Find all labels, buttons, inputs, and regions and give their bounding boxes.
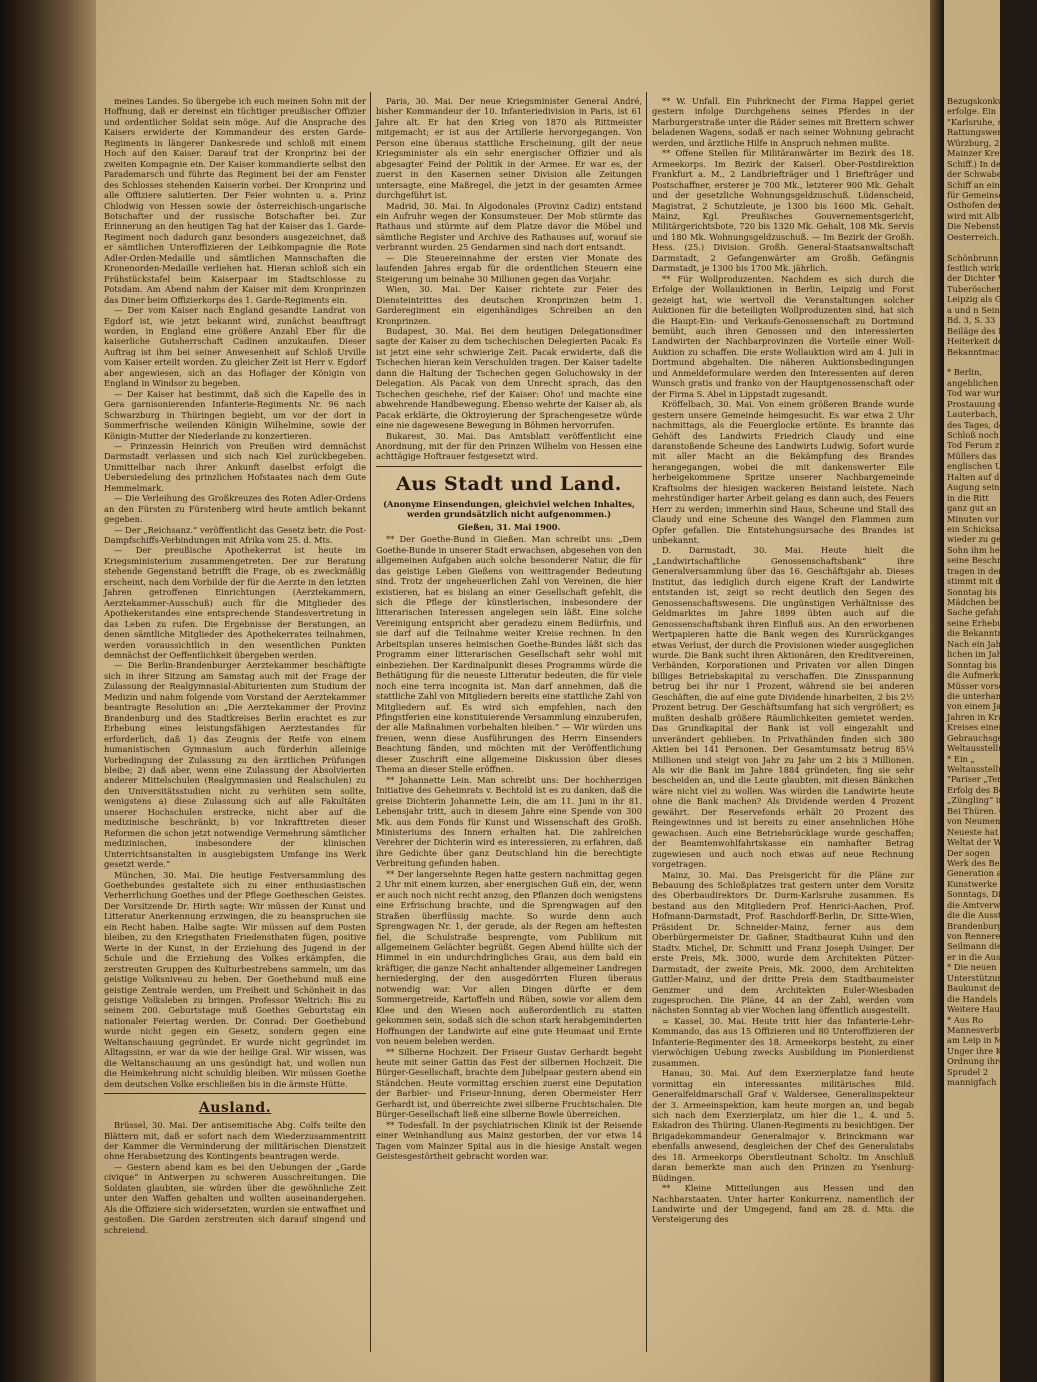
adjacent-page-line: * Die neuen	[947, 962, 997, 973]
article-paragraph: Paris, 30. Mai. Der neue Kriegsminister General André, bisher Kommandeur der 10. Infanteriedivision in Paris, ist 61 Jahre alt. Er hat den Krieg von 1870 als Rittmeister mitgemacht; er ist aus der Artillerie hervorgegangen. Von Person eine überaus stattliche Erscheinung, gilt der neue Kriegsminister als ein sehr energischer Offizier und als abgesagter Feind der Politik in der Armee. Er war es, der zuerst in den Kasernen seiner Division alle Zeitungen untersagte, eine Maßregel, die jetzt in der gesamten Armee durchgeführt ist.	[376, 96, 642, 201]
article-paragraph: — Der vom Kaiser nach England gesandte Landrat von Egdorf ist, wie jetzt bekannt wird, zunächst beauftragt worden, in England eine größere Anzahl Eber für die kaiserliche Gutsherrschaft Cadinen anzukaufen. Dieser Auftrag ist ihm bei seiner Anwesenheit auf Schloß Urville vom Kaiser erteilt worden. Zu gleicher Zeit ist Herr v. Egdorf aber angewiesen, sich an das Hoflager der Königin von England in Windsor zu begeben.	[104, 305, 366, 389]
article-paragraph: München, 30. Mai. Die heutige Festversammlung des Goethebundes gestaltete sich zu einer enthusiastischen Verherrlichung Goethes und der Pflege Goetheschen Geistes. Der Vorsitzende Dr. Hirth sagte: Wir müssen der Kunst und Litteratur Anerkennung erzwingen, die zu beanspruchen sie ein Recht haben. Halbe sagte: Wir müssen auf dem Posten bleiben, zu den Kriegsthaten Friedensthaten fügen, positive Werte in der Kunst, in der Erziehung des Jugend in der Schule und die Erziehung des Volkes erkämpfen, die zerstreuten Gruppen des Kulturbestrebens sammeln, um das geistige Volksniveau zu heben. Der Goethebund muß eine geistige Zentrale werden, um Freiheit und Schönheit in das geistige Volksleben zu bringen. Professor Weltrich: Bis zu seinem 200. Geburtstage muß Goethes Geburtstag ein nationaler Feiertag werden. Dr. Conrad: Der Goethebund wurde nicht gegen ein Gesetz, sondern gegen eine Weltanschauung gegründet. Er wurde nicht gegründet im Alltagssinn, er war da wie der heilige Gral. Wir wissen, was die Weltanschauung an uns gesündigt hat, und wollen nun die Heimkehrung nicht schuldig bleiben. Wir müssen Goethe dem deutschen Volke erschließen bis in die ärmste Hütte.	[104, 869, 366, 1089]
adjacent-page-line: der Schwabenw	[947, 169, 1015, 180]
adjacent-page-line: Lauterbach, der	[947, 409, 1015, 420]
adjacent-page-line: die Amtverwan	[947, 899, 1011, 910]
article-paragraph: ** Johannette Lein. Man schreibt uns: Der hochherzigen Initiative des Geheimrats v. Bechtold ist es zu danken, daß die greise Dichterin Johannette Lein, die am 11. Juni in ihr 81. Lebensjahr tritt, auch in diesem Jahre eine Spende von 300 Mk. aus dem Fonds für Kunst und Wissenschaft des Großh. Ministeriums des Innern erhalten hat. Die zahlreichen Verehrer der Dichterin wird es interessieren, zu erfahren, daß ihre Gedichte über ganz Deutschland hin die berechtigte Verbreitung gefunden haben.	[376, 774, 642, 869]
adjacent-page-line: von Neumen	[947, 816, 1001, 827]
adjacent-page-line: Schiff.) In der	[947, 158, 1005, 169]
adjacent-page-line: Mainzer Kreml	[947, 148, 1010, 159]
adjacent-page-line: Prostauung der	[947, 398, 1013, 409]
adjacent-page-line: Oesterreich.	[947, 231, 1000, 242]
adjacent-page-line: die unterhandelt	[947, 690, 1018, 701]
adjacent-page-line: Bezugskonkurrenz	[947, 96, 1026, 106]
adjacent-page-line: Unterstützung	[947, 972, 1009, 983]
article-paragraph: meines Landes. So übergebe ich euch meinen Sohn mit der Hoffnung, daß er dereinst ein tüchtiger preußischer Offizier und ordentlicher Soldat sein möge. Auf die Ansprache des Kaisers erwiderte der Kommandeur des ersten Garde-Regiments in längerer Dankesrede und schloß mit einem Hoch auf den Kaiser. Darauf trat der Kronprinz bei der zweiten Kompagnie ein. Der Kaiser kommandierte selbst den Parademarsch und führte das Regiment bei der am Fenster des Schlosses stehenden Kaiserin vorbei. Der Kronprinz und alle Offiziere salutierten. Der Feier wohnten u. a. Prinz Chlodwig von Hessen sowie der österreichisch-ungarische Botschafter und der russische Botschafter bei. Zur Erinnerung an den heutigen Tag hat der Kaiser das 1. Garde-Regiment noch dadurch ganz besonders ausgezeichnet, daß er sämtlichen Unteroffizieren der Leibkompagnie die Rote Adler-Orden-Medaille und sämtlichen Mannschaften die Kronenorden-Medaille verliehen hat. Hieran schloß sich ein Frühstückstafel beim Kaiserpaar im Stadtschlosse zu Potsdam. Am Abend nahm der Kaiser mit dem Kronprinzen das Diner beim Offizierkorps des 1. Garde-Regiments ein.	[104, 96, 366, 305]
adjacent-page-line: Generation als	[947, 868, 1009, 879]
adjacent-page-line: festlich wirkend	[947, 263, 1015, 273]
adjacent-page-line: Bd. 3, S. 33	[947, 315, 996, 326]
adjacent-page-line: die Aufmerksam	[947, 670, 1016, 681]
article-paragraph: Bukarest, 30. Mai. Das Amtsblatt veröffentlicht eine Anordnung, mit der für den Prinzen Wilhelm von Hessen eine achttägige Hoftrauer festgesetzt wird.	[376, 430, 642, 462]
adjacent-page-line: Sache gefahrt	[947, 607, 1007, 618]
adjacent-page-line	[947, 357, 1037, 367]
adjacent-page-line: von Rennerei s	[947, 931, 1010, 941]
adjacent-page-line: Unger ihre Kos	[947, 1045, 1011, 1056]
adjacent-page-line: tragen in der	[947, 565, 1003, 576]
adjacent-page-line: Würzburg, 28. M	[947, 137, 1019, 148]
column-rule	[370, 92, 371, 1352]
adjacent-page-line: lichen im Jahr	[947, 649, 1006, 660]
adjacent-page-line: Jahren in Kraft	[947, 711, 1010, 722]
article-paragraph: ** Für Wollproduzenten. Nachdem es sich durch die Erfolge der Wollauktionen in Berlin, Leipzig und Forst gezeigt hat, wie wertvoll die Veranstaltungen solcher Auktionen für die beteiligten Wollproduzenten sind, hat sich die Haupt-Ein- und Verkaufs-Genossenschaft zu Dortmund bemüht, auch ihren Genossen und den interessierten Landwirten der Nachbarprovinzen die Vorteile einer Woll-Auktion zu schaffen. Die erste Wollauktion wird am 4. Juli in Dortmund abgehalten. Die näheren Auktionsbedingungen und Anmeldeformulare werden den Interessenten auf deren Wunsch gratis und franko von der Hauptgenossenschaft oder der Firma S. Abel in Lippstadt zugesandt.	[652, 273, 914, 399]
section-title-stadt-und-land: Aus Stadt und Land.	[396, 472, 622, 495]
article-paragraph: Mainz, 30. Mai. Das Preisgericht für die Pläne zur Bebauung des Schloßplatzes trat gestern unter dem Vorsitz des Oberbaudirektors Dr. Durm-Karlsruhe zusammen. Es bestand aus den Mitgliedern Prof. Henrici-Aachen, Prof. Hofmann-Darmstadt, Prof. Raschdorff-Berlin, Dr. Sitte-Wien, Präsident Dr. Schneider-Mainz, ferner aus dem Oberbürgermeister Dr. Gaßner, Stadtbaurat Kuhn und den Stadtv. Michel, Dr. Schmitt und Franz Joseph Usinger. Der erste Preis, Mk. 3000, wurde dem Architekten Pützer-Darmstadt, der zweite Preis, Mk. 2000, dem Architekten Guttler-Mainz, und der dritte Preis dem Stadtbaumeister Genzmer und dem Architekten Euler-Wiesbaden zugesprochen. Die Pläne, 44 an der Zahl, werden vom nächsten Sonntag ab vier Wochen lang öffentlich ausgestellt.	[652, 869, 914, 1016]
adjacent-page-line: Seilmann die	[947, 941, 1002, 952]
adjacent-page-line: des Tages, der	[947, 419, 1008, 430]
article-paragraph: ** Todesfall. In der psychiatrischen Klinik ist der Reisende einer Weinhandlung aus Mainz gestorben, der vor etwa 14 Tagen vom Mainzer Spital aus in die hiesige Anstalt wegen Geistesgestörtheit gebracht worden war.	[376, 1119, 642, 1162]
adjacent-page-line: Sohn ihm her	[947, 544, 1004, 555]
adjacent-page-line: Ordnung ihren B	[947, 1056, 1019, 1067]
column-1	[104, 96, 366, 1352]
adjacent-page-line: in die Ritt	[947, 492, 989, 503]
article-paragraph: Brüssel, 30. Mai. Der antisemitische Abg. Colfs teilte den Blättern mit, daß er sofort nach dem Wiederzusammentritt der Kammer die Verminderung der militärischen Dienstzeit ohne Herabsetzung des Kontingents beantragen werde.	[104, 1120, 366, 1162]
section-title-ausland: Ausland.	[198, 1100, 272, 1117]
adjacent-page-line: * Berlin,	[947, 367, 983, 378]
adjacent-page-line: wieder zu gebe	[947, 534, 1012, 545]
adjacent-page-column	[947, 96, 1037, 1088]
adjacent-page-line: Schiff an einen	[947, 179, 1010, 190]
adjacent-page-line: Nach ein Jahr	[947, 638, 1005, 649]
adjacent-page-line: Minuten vor	[947, 513, 999, 524]
adjacent-page-line: die die Ausstell	[947, 910, 1012, 921]
adjacent-page-line: Mannesverbrau	[947, 1024, 1014, 1035]
adjacent-page-line: Tuberöschen, M	[947, 283, 1016, 294]
adjacent-page-line: Tod war wurde	[947, 388, 1011, 399]
article-paragraph: ** Der langersehnte Regen hatte gestern nachmittag gegen 2 Uhr mit einem kurzen, aber energischen Guß ein, der, wenn er auch noch nicht recht anzog, den Pflanzen doch wenigstens eine Erfrischung brachte, und die Sprengwagen auf den Straßen überflüssig machte. So wurde denn auch Sprengwagen Nr. 1, der gerade, als der Regen am heftesten fiel, die Schulstraße besprengte, vom Publikum mit allgemeinem Gelächter begrüßt. Gegen Abend hüllte sich der Himmel in ein undurchdringliches Grau, aus dem bald ein kräftiger, die ganze Nacht anhaltender allgemeiner Landregen herniederging, der den ausgedörrten Fluren überaus notwendig war. Vor allen Dingen dürfte er dem Sommergetreide, Kartoffeln und Rüben, sowie vor allem dem Klee und den Wiesen noch außerordentlich zu statten gekommen sein, sodaß sich die schon stark herabgeminderten Hoffnungen der Landwirte auf eine gute Heumaat und Ernte von neuem beleben werden.	[376, 868, 642, 1047]
adjacent-page-line: erfolge. Ein	[947, 106, 997, 117]
article-paragraph: ** Silberne Hochzeit. Der Friseur Gustav Gerhardt begeht heute mit seiner Gattin das Fest der silbernen Hochzeit. Die Bürger-Gesellschaft, brachte dem Jubelpaar gestern abend ein Ständchen. Heute vormittag erschien zuerst eine Deputation der Barbier- und Friseur-Innung, deren Obermeister Herr Gerhardt ist, und überreichte zwei silberne Fruchtschalen. Die Bürger-Gesellschaft ließ eine silberne Bowle überreichen.	[376, 1046, 642, 1120]
adjacent-page-line: Kunstwerke Ausg	[947, 878, 1021, 889]
adjacent-page-line: * Aus Ro	[947, 1014, 984, 1025]
article-paragraph: ** Der Goethe-Bund in Gießen. Man schreibt uns: „Dem Goethe-Bunde in unserer Stadt erwachsen, abgesehen von den allgemeinen Aufgaben auch solche besonderer Natur, die für das geistige Leben Gießens von weittragender Bedeutung sind. Trotz der ungeheuerlichen Zahl von Vereinen, die hier existieren, hat es bislang an einer Gesellschaft gefehlt, die sich die Pflege der künstlerischen, insbesondere der litterarischen Interessen angelegen sein läßt. Eine solche Vereinigung entspricht aber geradezu einem Bedürfnis, und sie darf auf die Teilnahme weiter Kreise rechnen. In den Arbeitsplan unseres heimischen Goethe-Bundes läßt sich das Programm einer litterarischen Gesellschaft sehr wohl mit einbeziehen. Der Kardinalpunkt dieses Programms würde die Bethätigung für die neueste Litteratur bedeuten, die für viele noch eine terra incognita ist. Man darf annehmen, daß die stattliche Zahl von Mitgliedern bereits eine stattliche Zahl von Mitgliedern auf. Es wird sich empfehlen, nach den Pfingstferien eine konstituierende Versammlung einzuberufen, der alle Maßnahmen vorbehalten bleiben.“ — Wir würden uns freuen, wenn diese Ausführungen des Herrn Einsenders Beachtung fänden, und möchten mit der Veröffentlichung dieser Zuschrift eine allgemeine Diskussion über dieses Thema an dieser Stelle eröffnen.	[376, 534, 642, 775]
adjacent-page-line: er in die Aus	[947, 951, 1001, 962]
adjacent-page-line	[947, 242, 1037, 252]
adjacent-page-line: für Gemeinschaft	[947, 189, 1020, 200]
dateline: Gießen, 31. Mai 1900.	[457, 521, 561, 532]
adjacent-page-line: Rattungswerke	[947, 127, 1012, 138]
section-rule	[376, 466, 642, 467]
adjacent-page-line: Bei Thüren. 6	[947, 805, 1005, 816]
adjacent-page-line: Schönbrunn	[947, 252, 999, 263]
article-paragraph: = Kassel, 30. Mai. Heute tritt hier das Infanterie-Lehr-Kommando, das aus 15 Offizieren und 80 Unteroffizieren der Infanterie-Regimenter des 18. Armeekorps besteht, zu einer vierwöchigen Uebung zwecks Ausbildung im Pionierdienst zusammen.	[652, 1015, 914, 1068]
adjacent-page-line: a und n Sein	[947, 304, 1000, 315]
newspaper-page	[96, 0, 930, 1382]
adjacent-page-line: die Handels	[947, 993, 998, 1004]
adjacent-page-line: Müllers das	[947, 450, 997, 461]
adjacent-page-line: ein Schicksal ab	[947, 523, 1016, 534]
article-paragraph: — Gestern abend kam es bei den Uebungen der „Garde civique“ in Antwerpen zu schweren Ausschreitungen. Die Soldaten glaubten, sie würden über die gewöhnliche Zeit unter den Waffen gehalten und wollten auseinandergehen. Als die Offiziere sich widersetzten, wurden sie entwaffnet und gestoßen. Die Garden zerstreuten sich darauf singend und schreiend.	[104, 1161, 366, 1235]
adjacent-page-line: Weltausstellung	[947, 743, 1015, 754]
adjacent-page-line: Müsser vorschlag	[947, 680, 1022, 691]
adjacent-page-line: "Karlsruhe, sc	[947, 116, 1007, 127]
adjacent-page-line: "Pariser „Tem	[947, 774, 1006, 785]
adjacent-page-line: Brandenburg	[947, 920, 1003, 931]
adjacent-page-line: ganz gut an	[947, 503, 997, 514]
adjacent-page-line: Werk des Belt	[947, 857, 1006, 868]
book-gutter	[930, 0, 944, 1382]
column-rule	[646, 92, 647, 1352]
adjacent-page-line: mannigfach	[947, 1077, 997, 1088]
adjacent-page-line: seine Beschreibung	[947, 555, 1030, 566]
adjacent-page-line: * Ein „	[947, 753, 975, 764]
adjacent-page-line: Die Nebenstelle	[947, 221, 1015, 232]
section-subtitle: (Anonyme Einsendungen, gleichviel welchen Inhaltes, werden grundsätzlich nicht aufgenommen.)	[383, 498, 635, 520]
adjacent-page-line: wird mit Albwr	[947, 210, 1011, 221]
adjacent-page-line: Augung seine N	[947, 482, 1015, 493]
adjacent-page-line: Erfolg des Be	[947, 784, 1004, 795]
article-paragraph: Madrid, 30. Mai. In Algodonales (Provinz Cadiz) entstand ein Aufruhr wegen der Konsumsteuer. Der Mob stürmte das Rathaus und stürmte auf dem Platze davor die Möbel und sämtliche Register und Archive des Rathauses auf, worauf sie verbrannt wurden. 25 Gendarmen sind nach dort entsandt.	[376, 200, 642, 253]
adjacent-page-line: Der sogen	[947, 847, 990, 858]
column-3	[652, 96, 914, 1352]
adjacent-page-line: Schloß noch der	[947, 430, 1016, 440]
adjacent-page-line: Weltausstellung	[947, 764, 1015, 774]
adjacent-page-line: Halten auf der	[947, 471, 1009, 482]
adjacent-page-line: Weitere Haus fü	[947, 1004, 1016, 1015]
adjacent-page-line: stimmt mit der	[947, 576, 1010, 587]
adjacent-page-line: Tod Ferum zu	[947, 440, 1005, 451]
column-2	[376, 96, 642, 1352]
article-paragraph: — Der „Reichsanz.“ veröffentlicht das Gesetz betr. die Post-Dampfschiffs-Verbindungen mit Afrika vom 25. d. Mts.	[104, 524, 366, 546]
adjacent-page-line: Leipzig als Geh	[947, 294, 1012, 305]
article-paragraph: D. Darmstadt, 30. Mai. Heute hielt die „Landwirtschaftliche Genossenschaftsbank“ ihre Generalversammlung über das 16. Geschäftsjahr ab. Dieses Institut, das lediglich durch eigene Kraft der Landwirte entstanden ist, zeigt so recht deutlich den Segen des Genossenschaftswesens. Die ungünstigen Verhältnisse des Geldmarktes im Jahre 1899 übten auch auf die Genossenschaftsbank ihren Einfluß aus. An den erworbenen Wertpapieren hatte die Bank wegen des Kursrückganges etwas Verlust, der durch die Provisionen wieder ausgeglichen wurde. Die Bank sucht ihren Aktionären, den Kreditvereinen, Verbänden, Korporationen und Privaten vor allen Dingen billiges Betriebskapital zu verschaffen. Die Zinsspannung betrug bei ihr nur 1 Prozent, während sie bei anderen Geschäften, die auf eine gute Dividende hinarbeiten, 2 bis 2½ Prozent betrug. Der Geschäftsumfang hat sich vergrößert; es mußten deshalb größere Räumlichkeiten gemietet werden. Das Grundkapital der Bank ist voll eingezahlt und unverändert geblieben. In Privathänden finden sich 380 Aktien bei 141 Personen. Der Gesamtumsatz betrug 85¼ Millionen und steigt von Jahr zu Jahr um 2 bis 3 Millionen. Als wir die Bank im Jahre 1884 gründeten, fing sie sehr bescheiden an, und die Leute glaubten, mit diesen Bänkchen wäre nicht viel zu wollen. Was würden die Landwirte heute ohne die Bank machen? Als Dividende werden 4 Prozent gewährt. Der Reservefonds erhält 20 Prozent des Reingewinnes und ist bereits zu einer ansehnlichen Höhe gewachsen. Auch eine Betriebsrücklage wurde geschaffen; der Beamtenwohlfahrtskasse ein namhafter Betrag zugewiesen und auch noch etwas auf neue Rechnung vorgetragen.	[652, 545, 914, 870]
article-paragraph: Wien, 30. Mai. Der Kaiser richtete zur Feier des Diensteintrittes des deutschen Kronprinzen beim 1. Garderegiment ein eigenhändiges Schreiben an den Kronprinzen.	[376, 284, 642, 326]
article-paragraph: ** Offene Stellen für Militäranwärter im Bezirk des 18. Armeekorps. Im Bezirk der Kaiserl. Ober-Postdirektion Frankfurt a. M., 2 Landbriefträger und 1 Briefträger und Postschaffner, ersterer je 700 Mk., letzterer 900 Mk. Gehalt und der gesetzliche Wohnungsgeldzuschuß. Lüdenscheid, Magistrat, 2 Schutzleute, je 1300 bis 1600 Mk. Gehalt. Mainz, Kgl. Preußisches Gouvernementsgericht, Militärgerichtsbote, 720 bis 1320 Mk. Gehalt, 108 Mk. Servis und 180 Mk. Wohnungsgeldzuschuß. — Im Bezirk der Großh. Hess. (25.) Division. Großh. General-Staatsanwaltschaft Darmstadt, 2 Gefangenwärter am Großh. Gefängnis Darmstadt, je 1300 bis 1700 Mk. jährlich.	[652, 148, 914, 274]
adjacent-page-line: die Bekanntma	[947, 628, 1011, 639]
adjacent-page-line: Sprudel 2	[947, 1066, 989, 1077]
article-paragraph: ** Kleine Mitteilungen aus Hessen und den Nachbarstaaten. Unter harter Konkurrenz, namentlich der Landwirte und der Umgegend, fand am 28. d. Mts. die Versteigerung des	[652, 1183, 914, 1225]
adjacent-page-line: seine Erhebung	[947, 617, 1014, 628]
adjacent-page-line: „Züngling“ im	[947, 795, 1007, 806]
adjacent-page-line: Sonntags, Dienst	[947, 889, 1019, 900]
adjacent-page-line: Baukunst des	[947, 983, 1004, 994]
article-paragraph: Kröffelbach, 30. Mai. Von einem größeren Brande wurde gestern unsere Gemeinde heimgesucht. Es war etwa 2 Uhr nachmittags, als die Feuerglocke ertönte. Es brannte das Gehöft des Landwirts Friedrich Claudy und eine daranstoßende Scheune des Landwirts Ludwig. Sofort wurde mit aller Macht an die Bekämpfung des Brandes herangegangen, wobei die mit dankenswerter Eile herbeigekommene Spritze unserer Nachbargemeinde Kraftsolms der hiesigen wackeren Beistand leistete. Nach mehrstündiger harter Arbeit gelang es dann auch, des Feuers Herr zu werden; immerhin sind Haus, Scheune und Stall des Claudy und eine Scheune des Wangel den Flammen zum Opfer gefallen. Die Entstehungsursache des Brandes ist unbekannt.	[652, 399, 914, 546]
article-paragraph: — Der preußische Apothekerrat ist heute im Kriegsministerium zusammengetreten. Der zur Beratung stehende Gegenstand betrifft die Frage, ob es zweckmäßig erscheint, nach dem Vorbilde der für die Aerzte in den letzten Jahren getroffenen Einrichtungen (Aerztekammern, Aerztekammer-Ausschuß) auch für die Mitglieder des Apothekerstandes eine entsprechende Standesvertretung in das Leben zu rufen. Die Ergebnisse der Beratungen, an denen sämtliche Mitglieder des Apothekerrates teilnahmen, werden voraussichtlich in den wesentlichen Punkten demnächst der Oeffentlichkeit übergeben werden.	[104, 545, 366, 661]
article-paragraph: Hanau, 30. Mai. Auf dem Exerzierplatze fand heute vormittag ein interessantes militärisches Bild. Generalfeldmarschall Graf v. Waldersee, Generalinspekteur der 3. Armeeinspektion, kam heute morgen an, und begab sich nach dem Exerzierplatz, um hier die 1., 4. und 5. Eskadron des Thüring. Ulanen-Regiments zu besichtigen. Der Brigadekommandeur Generalmajor v. Brinckmann war ebenfalls anwesend, desgleichen der Chef des Generalstabs des 18. Armeekorps Oberstleutnant Scholtz. Im Anschluß daran bemerkte man auch den Prinzen zu Ysenburg-Büdingen.	[652, 1068, 914, 1183]
adjacent-page-line: Heiterkeit des	[947, 336, 1008, 347]
adjacent-page-line: Osthofen der E	[947, 200, 1011, 211]
article-paragraph: ** W. Unfall. Ein Fuhrknecht der Firma Happel geriet gestern infolge Durchgehens seines Pferdes in der Marburgerstraße unter die Räder seines mit Brettern schwer beladenen Wagens, sodaß er nach seiner Wohnung gebracht werden, und ärztliche Hilfe in Anspruch nehmen mußte.	[652, 96, 914, 148]
adjacent-page-line: Neueste hat die	[947, 826, 1014, 837]
article-paragraph: — Prinzessin Heinrich von Preußen wird demnächst Darmstadt verlassen und sich nach Kiel zurückbegeben. Unmittelbar nach ihrer Ankunft daselbst erfolgt die Uebersiedelung des prinzlichen Hofstaates nach dem Gute Hemmelmark.	[104, 440, 366, 493]
article-paragraph: — Die Steuereinnahme der ersten vier Monate des laufenden Jahres ergab für die ordentlichen Steuern eine Steigerung um beinahe 30 Millionen gegen das Vorjahr.	[376, 252, 642, 284]
adjacent-page-line: Beiläge des Bi	[947, 325, 1007, 336]
book-binding-left	[0, 0, 96, 1382]
adjacent-page-line: am Leip in Ma	[947, 1035, 1008, 1046]
article-paragraph: — Die Berlin-Brandenburger Aerztekammer beschäftigte sich in ihrer Sitzung am Samstag auch mit der Frage der Zulassung der Realgymnasial-Abiturienten zum Studium der Medizin und nahm folgende vom Vorstand der Aerztekammer beantragte Resolution an: „Die Aerztekammer der Provinz Brandenburg und des Stadtkreises Berlin erachtet es zur Erhebung eines leistungsfähigen Aerztestandes für erforderlich, daß 1) das Zeugnis der Reife von einem humanistischen Gymnasium auch fürderhin alleinige Vorbedingung der Zulassung zu den ärztlichen Prüfungen bleibe; 2) daß aber, wenn eine Zulassung der Absolvierten anderer Mittelschulen (Realgymnasien und Realschulen) zu den Universitätsstudien nicht zu verhüten sein sollte, wenigstens a) diese Zulassung sich auf alle Fakultäten unserer Hochschulen erstrecke, nicht aber auf die medizinische beschränkt; b) vor Inkrafttreten dieser Reformen die schon jetzt notwendige Vermehrung sämtlicher medizinischen, insbesondere der klinischen Unterrichtsanstalten in ausgiebigstem Umfange ins Werk gesetzt werde.“	[104, 660, 366, 870]
adjacent-page-line: angeblichen Kon	[947, 377, 1018, 388]
adjacent-page-line: Sonntag bis 3	[947, 659, 1005, 670]
article-paragraph: — Die Verleihung des Großkreuzes des Roten Adler-Ordens an den Fürsten zu Fürstenberg wird heute amtlich bekannt gegeben.	[104, 493, 366, 525]
adjacent-page-line: der Dichter Ves	[947, 273, 1013, 284]
adjacent-page-line: Bekanntmachu	[947, 346, 1011, 357]
adjacent-page-edge	[944, 0, 1030, 1382]
section-rule	[104, 1093, 366, 1094]
adjacent-page-line: Sonntag bis 3.	[947, 586, 1008, 597]
adjacent-page-line: Mädchen beim	[947, 597, 1010, 607]
adjacent-page-line: Kreises einen	[947, 722, 1004, 733]
adjacent-page-line: Weltat der We	[947, 837, 1007, 848]
adjacent-page-line: englischen Un	[947, 461, 1008, 472]
article-paragraph: — Der Kaiser hat bestimmt, daß sich die Kapelle des in Gera garnisonierenden Infanterie-Regiments Nr. 96 nach Schwarzburg in Thüringen begiebt, um vor der dort in Sommerfrische weilenden Königin Wilhelmine, sowie der Königin-Mutter der Niederlande zu konzertieren.	[104, 388, 366, 441]
adjacent-page-line: Gebrauchsgegen	[947, 732, 1019, 743]
adjacent-page-line: von einem Jahr	[947, 701, 1011, 712]
article-paragraph: Budapest, 30. Mai. Bei dem heutigen Delegationsdiner sagte der Kaiser zu dem tschechischen Delegierten Pacak: Es ist jetzt eine sehr schwierige Zeit. Pacak erwiderte, daß die Tschechen hieran kein Verschulden tragen. Der Kaiser tadelte dann die Haltung der Tschechen gegen Goluchowsky in der Delegation. Als Pacak von dem Unrecht sprach, das den Tschechen geschehe, rief der Kaiser: Oho! und machte eine abwehrende Handbewegung. Ebenso wehrte der Kaiser ab, als Pacak erklärte, die Oktroyierung der Sprachengesetze würde eine nie dagewesene Bewegung in Böhmen hervorrufen.	[376, 325, 642, 431]
